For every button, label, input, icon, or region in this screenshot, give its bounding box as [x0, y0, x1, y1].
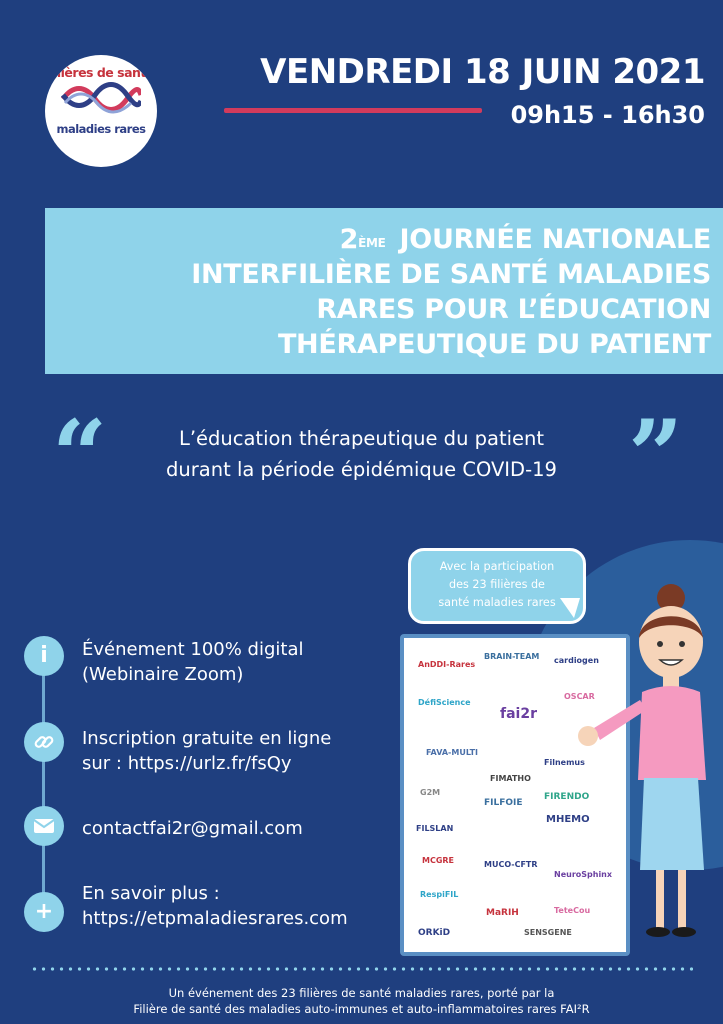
banner-title	[191, 222, 711, 362]
partner-logo: MUCO-CFTR	[484, 860, 538, 869]
partner-logo: BRAIN-TEAM	[484, 652, 540, 661]
link-icon	[24, 722, 64, 762]
dotted-divider	[30, 967, 693, 971]
info-digital-line1: Événement 100% digital	[82, 639, 304, 660]
filieres-logo	[45, 55, 157, 167]
partner-logo: MaRIH	[486, 908, 519, 918]
quote-line2: durant la période épidémique COVID-19	[166, 458, 557, 481]
partner-logo: fai2r	[500, 706, 537, 722]
banner-line2: INTERFILIÈRE DE SANTÉ MALADIES	[191, 259, 711, 290]
info-icon: i	[24, 636, 64, 676]
title-banner	[45, 208, 723, 374]
date-underline	[224, 108, 482, 113]
more-info-link[interactable]: https://etpmaladiesrares.com	[82, 908, 348, 929]
partner-logo: FAVA-MULTI	[426, 748, 479, 757]
info-item-digital	[82, 637, 304, 687]
info-item-contact	[82, 816, 303, 841]
partner-logo: FILSLAN	[416, 824, 454, 833]
partner-logo: TeteCou	[554, 906, 591, 915]
info-digital-line2: (Webinaire Zoom)	[82, 664, 244, 685]
banner-ordinal-suffix: ÈME	[358, 236, 386, 250]
event-date: VENDREDI 18 JUIN 2021	[260, 52, 705, 92]
banner-line4: THÉRAPEUTIQUE DU PATIENT	[277, 329, 711, 360]
logo-wave-graphic	[61, 81, 141, 117]
partner-logo: DéfiScience	[418, 698, 471, 707]
banner-line1-text: JOURNÉE NATIONALE	[399, 224, 711, 255]
partner-logo: FILFOIE	[484, 798, 523, 808]
partner-logo: G2M	[420, 788, 441, 797]
partner-logo: RespiFIL	[420, 890, 459, 899]
banner-line3: RARES POUR L’ÉDUCATION	[316, 294, 711, 325]
info-registration-line2[interactable]: sur : https://urlz.fr/fsQy	[82, 753, 292, 774]
banner-ordinal: 2	[339, 224, 359, 255]
footer-line1: Un événement des 23 filières de santé maladies rares, porté par la	[168, 986, 555, 1000]
partner-logo: MCGRE	[422, 856, 455, 865]
partner-logo: Filnemus	[544, 758, 585, 767]
partner-logo: FIMATHO	[490, 774, 531, 783]
partner-logo: FIRENDO	[544, 792, 590, 802]
event-time: 09h15 - 16h30	[510, 101, 705, 129]
partner-logo: SENSGENE	[524, 928, 572, 937]
bubble-line1: Avec la participation	[439, 560, 555, 573]
plus-icon: +	[24, 892, 64, 932]
info-registration-line1: Inscription gratuite en ligne	[82, 728, 332, 749]
presenter-character-illustration	[560, 580, 720, 950]
quote-line1: L’éducation thérapeutique du patient	[178, 427, 545, 450]
logo-line2: maladies rares	[56, 122, 146, 136]
info-item-registration	[82, 726, 331, 776]
info-more-line1: En savoir plus :	[82, 883, 220, 904]
partner-logo: MHEMO	[546, 814, 590, 825]
info-item-more	[82, 881, 348, 931]
footer-line2: Filière de santé des maladies auto-immunes et auto-inflammatoires rares FAI²R	[133, 1002, 590, 1016]
partner-logo: ORKiD	[418, 928, 451, 938]
contact-email[interactable]: contactfai2r@gmail.com	[82, 818, 303, 839]
partner-logo: AnDDI-Rares	[418, 660, 476, 669]
bubble-line3: santé maladies rares	[438, 596, 556, 609]
close-quote-icon: ”	[628, 399, 684, 512]
banner-line1	[191, 222, 711, 257]
logo-line1: filières de santé	[48, 65, 154, 80]
bubble-line2: des 23 filières de	[449, 578, 545, 591]
partner-logo: NeuroSphinx	[554, 870, 613, 879]
partner-logo: OSCAR	[564, 692, 595, 701]
mail-icon	[24, 806, 64, 846]
info-timeline	[42, 650, 45, 920]
open-quote-icon: “	[52, 399, 108, 512]
partner-logo: cardiogen	[554, 656, 599, 665]
